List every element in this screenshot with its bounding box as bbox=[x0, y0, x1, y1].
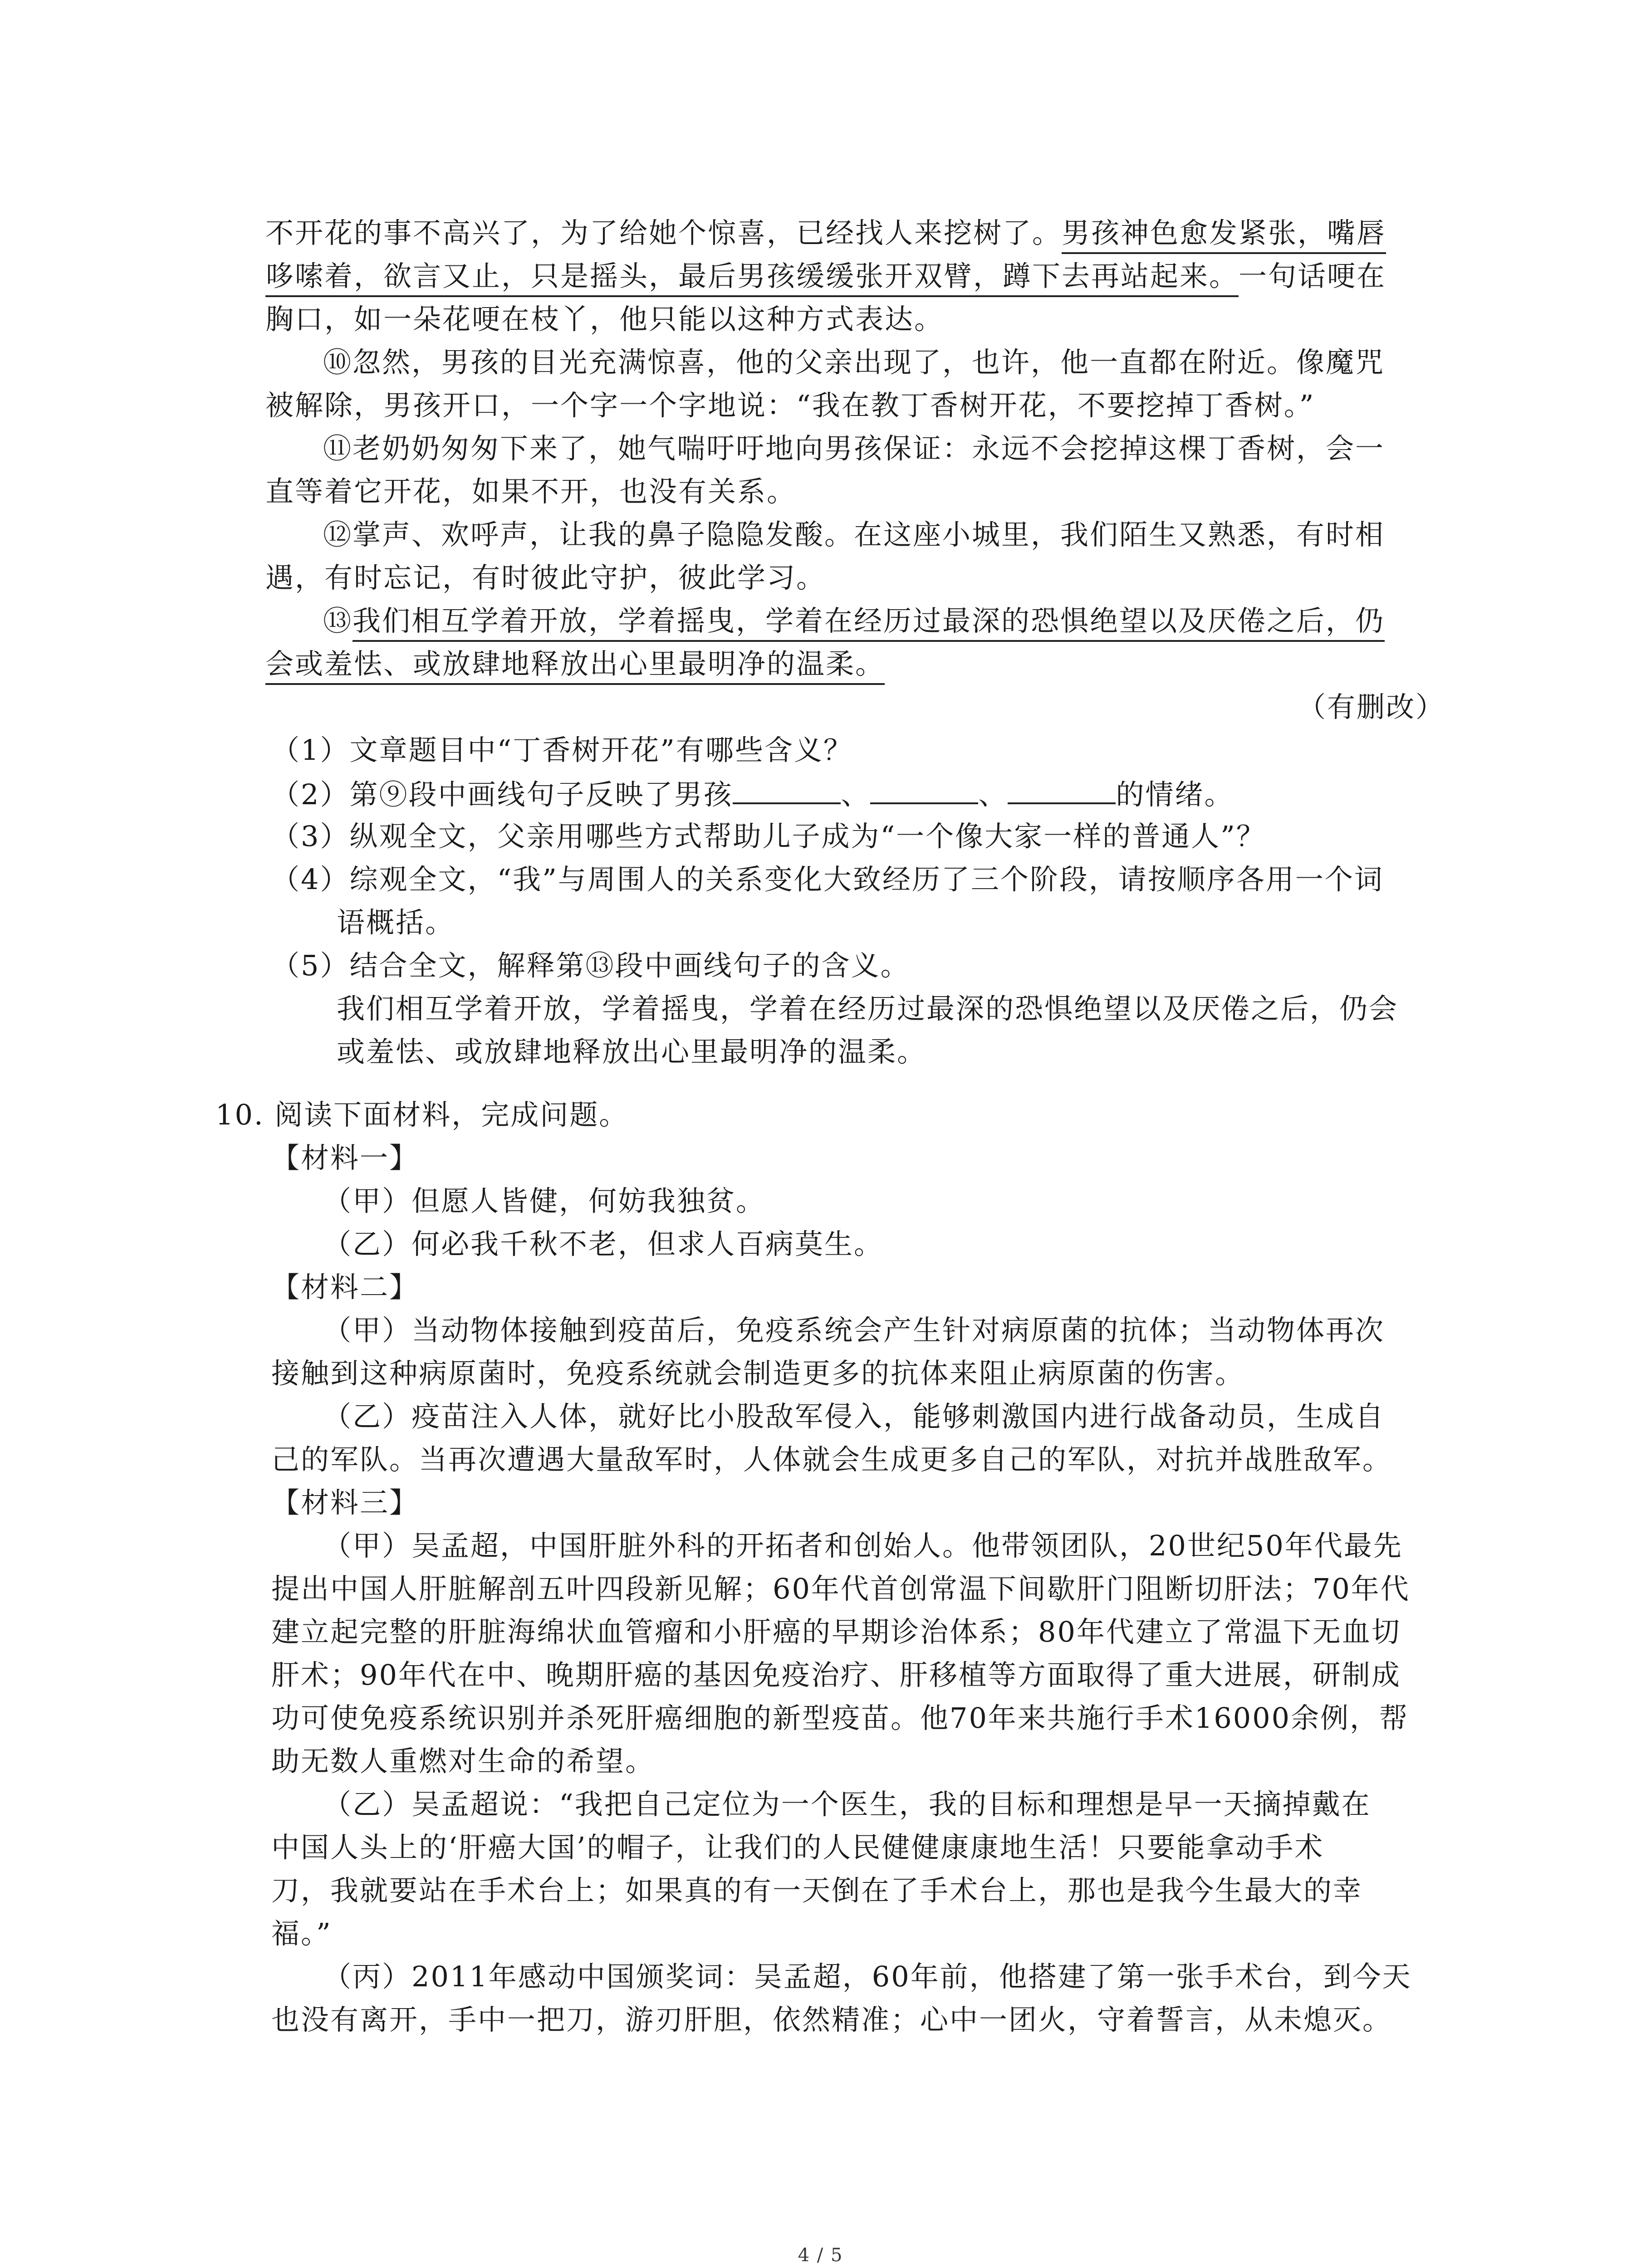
material-3-c-line-1: （丙）2011年感动中国颁奖词：吴孟超，60年前，他搭建了第一张手术台，到今天 bbox=[323, 1960, 1412, 1993]
material-1-b: （乙）何必我千秋不老，但求人百病莫生。 bbox=[323, 1227, 884, 1261]
paragraph-11-line-1: ⑪老奶奶匆匆下来了，她气喘吁吁地向男孩保证：永远不会挖掉这棵丁香树，会一 bbox=[323, 432, 1385, 465]
paragraph-12-line-2: 遇，有时忘记，有时彼此守护，彼此学习。 bbox=[265, 561, 826, 594]
paragraph-13-line-2 bbox=[265, 648, 885, 680]
paragraph-11-line-2: 直等着它开花，如果不开，也没有关系。 bbox=[265, 475, 797, 508]
question-10-heading: 10. 阅读下面材料，完成问题。 bbox=[216, 1098, 629, 1131]
question-1: （1）文章题目中“丁香树开花”有哪些含义？ bbox=[271, 733, 853, 767]
question-5-quote-line-2: 或羞怯、或放肆地释放出心里最明净的温柔。 bbox=[337, 1035, 927, 1068]
answer-blank-1[interactable] bbox=[733, 777, 841, 804]
material-3-b-line-1: （乙）吴孟超说：“我把自己定位为一个医生，我的目标和理想是早一天摘掉戴在 bbox=[323, 1788, 1371, 1821]
material-3-a-line-2: 提出中国人肝脏解剖五叶四段新见解；60年代首创常温下间歇肝门阻断切肝法；70年代 bbox=[271, 1572, 1410, 1605]
material-2-a-line-1: （甲）当动物体接触到疫苗后，免疫系统会产生针对病原菌的抗体；当动物体再次 bbox=[323, 1314, 1385, 1347]
underlined-sentence: 哆嗦着，欲言又止，只是摇头，最后男孩缓缓张开双臂，蹲下去再站起来。 bbox=[265, 259, 1239, 297]
passage-text: 一句话哽在 bbox=[1239, 259, 1386, 293]
material-3-a-line-3: 建立起完整的肝脏海绵状血管瘤和小肝癌的早期诊治体系；80年代建立了常温下无血切 bbox=[271, 1615, 1401, 1648]
material-3-a-line-6: 助无数人重燃对生命的希望。 bbox=[271, 1745, 655, 1778]
passage-line-1 bbox=[265, 217, 1386, 249]
passage-line-2 bbox=[265, 260, 1386, 293]
passage-line-3: 胸口，如一朵花哽在枝丫，他只能以这种方式表达。 bbox=[265, 303, 944, 336]
material-3-a-line-1: （甲）吴孟超，中国肝脏外科的开拓者和创始人。他带领团队，20世纪50年代最先 bbox=[323, 1529, 1403, 1562]
underlined-sentence: 会或羞怯、或放肆地释放出心里最明净的温柔。 bbox=[265, 647, 885, 685]
material-3-b-line-3: 刀，我就要站在手术台上；如果真的有一天倒在了手术台上，那也是我今生最大的幸 bbox=[271, 1874, 1363, 1907]
material-3-title: 【材料三】 bbox=[271, 1486, 419, 1519]
question-5: （5）结合全文，解释第⑬段中画线句子的含义。 bbox=[271, 949, 910, 982]
question-4-line-1: （4）综观全文，“我”与周围人的关系变化大致经历了三个阶段，请按顺序各用一个词 bbox=[271, 863, 1384, 896]
question-2-text: （2）第⑨段中画线句子反映了男孩 bbox=[271, 778, 733, 811]
question-4-line-2: 语概括。 bbox=[337, 906, 455, 939]
material-3-a-line-5: 功可使免疫系统识别并杀死肝癌细胞的新型疫苗。他70年来共施行手术16000余例，帮 bbox=[271, 1701, 1409, 1735]
question-2-tail: 的情绪。 bbox=[1116, 778, 1234, 811]
answer-blank-3[interactable] bbox=[1008, 777, 1116, 804]
paragraph-10-line-1: ⑩忽然，男孩的目光充满惊喜，他的父亲出现了，也许，他一直都在附近。像魔咒 bbox=[323, 346, 1385, 379]
material-2-b-line-2: 己的军队。当再次遭遇大量敌军时，人体就会生成更多自己的军队，对抗并战胜敌军。 bbox=[271, 1443, 1392, 1476]
material-3-a-line-4: 肝术；90年代在中、晚期肝癌的基因免疫治疗、肝移植等方面取得了重大进展，研制成 bbox=[271, 1658, 1401, 1691]
separator: 、 bbox=[841, 778, 871, 811]
answer-blank-2[interactable] bbox=[870, 777, 978, 804]
material-2-b-line-1: （乙）疫苗注入人体，就好比小股敌军侵入，能够刺激国内进行战备动员，生成自 bbox=[323, 1400, 1385, 1433]
question-2 bbox=[271, 777, 1234, 810]
separator: 、 bbox=[978, 778, 1008, 811]
question-3: （3）纵观全文，父亲用哪些方式帮助儿子成为“一个像大家一样的普通人”？ bbox=[271, 820, 1266, 853]
material-2-title: 【材料二】 bbox=[271, 1271, 419, 1304]
paragraph-10-line-2: 被解除，男孩开口，一个字一个字地说：“我在教丁香树开花，不要挖掉丁香树。” bbox=[265, 389, 1315, 422]
material-1-a: （甲）但愿人皆健，何妨我独贫。 bbox=[323, 1184, 766, 1217]
paragraph-number: ⑬ bbox=[323, 604, 353, 637]
material-3-b-line-4: 福。” bbox=[271, 1917, 332, 1950]
underlined-sentence: 男孩神色愈发紧张，嘴唇 bbox=[1062, 216, 1386, 254]
material-2-a-line-2: 接触到这种病原菌时，免疫系统就会制造更多的抗体来阻止病原菌的伤害。 bbox=[271, 1357, 1245, 1390]
question-5-quote-line-1: 我们相互学着开放，学着摇曳，学着在经历过最深的恐惧绝望以及厌倦之后，仍会 bbox=[337, 992, 1399, 1025]
page-number: 4 / 5 bbox=[798, 2245, 843, 2266]
source-note: （有删改） bbox=[1298, 690, 1445, 723]
material-3-c-line-2: 也没有离开，手中一把刀，游刃肝胆，依然精准；心中一团火，守着誓言，从未熄灭。 bbox=[271, 2003, 1392, 2036]
passage-text: 不开花的事不高兴了，为了给她个惊喜，已经找人来挖树了。 bbox=[265, 216, 1062, 249]
material-1-title: 【材料一】 bbox=[271, 1141, 419, 1174]
paragraph-13-line-1 bbox=[323, 605, 1385, 637]
underlined-sentence: 我们相互学着开放，学着摇曳，学着在经历过最深的恐惧绝望以及厌倦之后，仍 bbox=[353, 604, 1385, 642]
material-3-b-line-2: 中国人头上的‘肝癌大国’的帽子，让我们的人民健健康康地生活！只要能拿动手术 bbox=[271, 1831, 1324, 1864]
paragraph-12-line-1: ⑫掌声、欢呼声，让我的鼻子隐隐发酸。在这座小城里，我们陌生又熟悉，有时相 bbox=[323, 518, 1385, 551]
